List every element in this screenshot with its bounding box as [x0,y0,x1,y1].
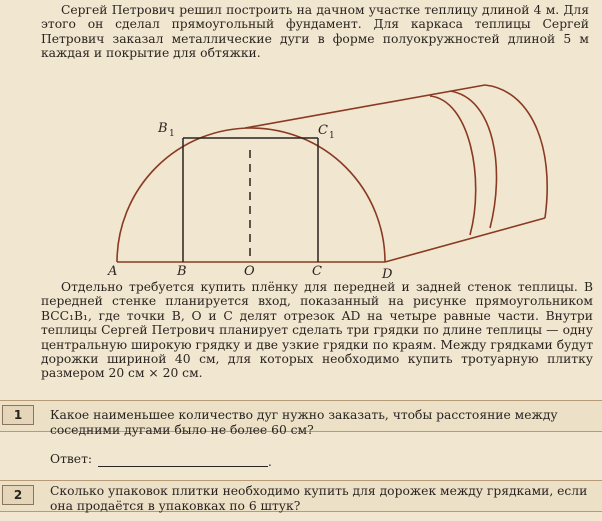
label-o: O [244,264,255,279]
label-b1: B [158,121,168,136]
answer-field[interactable] [98,466,268,467]
task-1-number: 1 [2,405,34,425]
task-1-question: Какое наименьшее количество дуг нужно заказать, чтобы расстояние между соседними дугами было не более 60 см? [50,408,558,437]
problem-paragraph: Отдельно требуется купить плёнку для передней и задней стенок теплицы. В передней стенке планируется вход, показанный на рисунке прямоугольником BCC₁B₁, где точки B, O и C делят отрезок AD на четыре равные части. Внутри теплицы Сергей Петрович планирует сделать три грядки по длине теплицы — одну центральную широкую грядку и две узкие грядки по краям. Между грядками будут дорожки шириной 40 см, для которых необходимо купить тротуарную плитку размером 20 см × 20 см. [41,280,593,381]
answer-end: . [268,455,272,469]
greenhouse-figure [0,70,602,280]
task-2-number: 2 [2,485,34,505]
middle-arch-1 [430,96,476,235]
label-c1-sub: 1 [329,131,335,141]
label-c: C [312,264,322,279]
label-c1: C [318,123,328,138]
task-2-question: Сколько упаковок плитки необходимо купить для дорожек между грядками, если она продаётся в упаковках по 6 штук? [50,484,588,513]
label-b: B [177,264,187,279]
front-arch [117,128,385,262]
intro-paragraph: Сергей Петрович решил построить на дачном участке теплицу длиной 4 м. Для этого он сделал прямоугольный фундамент. Для каркаса теплицы Сергей Петрович заказал металлические дуги в форме полуокружностей длиной 5 м каждая и покрытие для обтяжки. [41,3,589,61]
label-b1-sub: 1 [169,129,175,139]
label-d: D [382,267,393,280]
label-a: A [108,264,118,279]
ground-line [385,218,545,262]
answer-label: Ответ: [50,452,93,466]
ridge-line [245,85,485,128]
